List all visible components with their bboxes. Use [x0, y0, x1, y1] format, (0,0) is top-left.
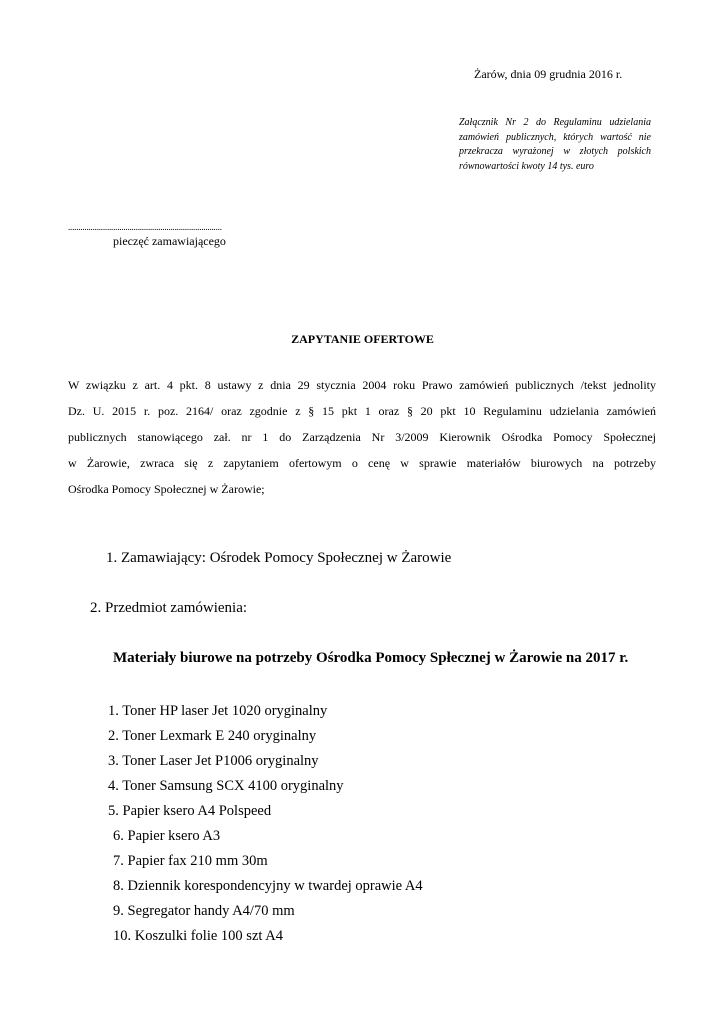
date-line: Żarów, dnia 09 grudnia 2016 r.: [474, 67, 623, 81]
intro-line: W związku z art. 4 pkt. 8 ustawy z dnia 29 stycznia 2004 roku Prawo zamówień publicznych /tekst jednolity: [68, 378, 656, 392]
intro-paragraph: [68, 372, 656, 502]
intro-line: w Żarowie, zwraca się z zapytaniem ofertowym o cenę w sprawie materiałów biurowych na potrzeby: [68, 456, 656, 470]
order-subtitle: Materiały biurowe na potrzeby Ośrodka Pomocy Spłecznej w Żarowie na 2017 r.: [113, 650, 629, 666]
list-item: 2. Toner Lexmark E 240 oryginalny: [108, 728, 317, 744]
list-item: 1. Toner HP laser Jet 1020 oryginalny: [108, 703, 328, 719]
section-ordering-party: 1. Zamawiający: Ośrodek Pomocy Społecznej w Żarowie: [106, 550, 452, 566]
list-item: 6. Papier ksero A3: [113, 828, 221, 844]
annex-line: Załącznik Nr 2 do Regulaminu udzielania: [459, 117, 651, 128]
list-item: 9. Segregator handy A4/70 mm: [113, 903, 295, 919]
list-item: 4. Toner Samsung SCX 4100 oryginalny: [108, 778, 344, 794]
intro-line: publicznych stanowiącego zał. nr 1 do Zarządzenia Nr 3/2009 Kierownik Ośrodka Pomocy Społecznej: [68, 430, 656, 444]
intro-line: Ośrodka Pomocy Społecznej w Żarowie;: [68, 482, 265, 496]
list-item: 7. Papier fax 210 mm 30m: [113, 853, 268, 869]
document-title: ZAPYTANIE OFERTOWE: [291, 332, 434, 346]
list-item: 3. Toner Laser Jet P1006 oryginalny: [108, 753, 319, 769]
section-order-subject: 2. Przedmiot zamówienia:: [90, 600, 248, 616]
annex-line: zamówień publicznych, których wartość nie: [459, 131, 651, 143]
annex-note: [459, 116, 651, 174]
annex-line: przekracza wyrażonej w złotych polskich: [459, 146, 651, 157]
stamp-label: pieczęć zamawiającego: [113, 234, 226, 248]
list-item: 8. Dziennik korespondencyjny w twardej oprawie A4: [113, 878, 423, 894]
stamp-dotted-line: ...........................................................................: [68, 222, 222, 232]
intro-line: Dz. U. 2015 r. poz. 2164/ oraz zgodnie z § 15 pkt 1 oraz § 20 pkt 10 Regulaminu udzielania zamówień: [68, 404, 656, 418]
annex-line: równowartości kwoty 14 tys. euro: [459, 160, 594, 172]
list-item: 10. Koszulki folie 100 szt A4: [113, 928, 283, 944]
list-item: 5. Papier ksero A4 Polspeed: [108, 803, 272, 819]
